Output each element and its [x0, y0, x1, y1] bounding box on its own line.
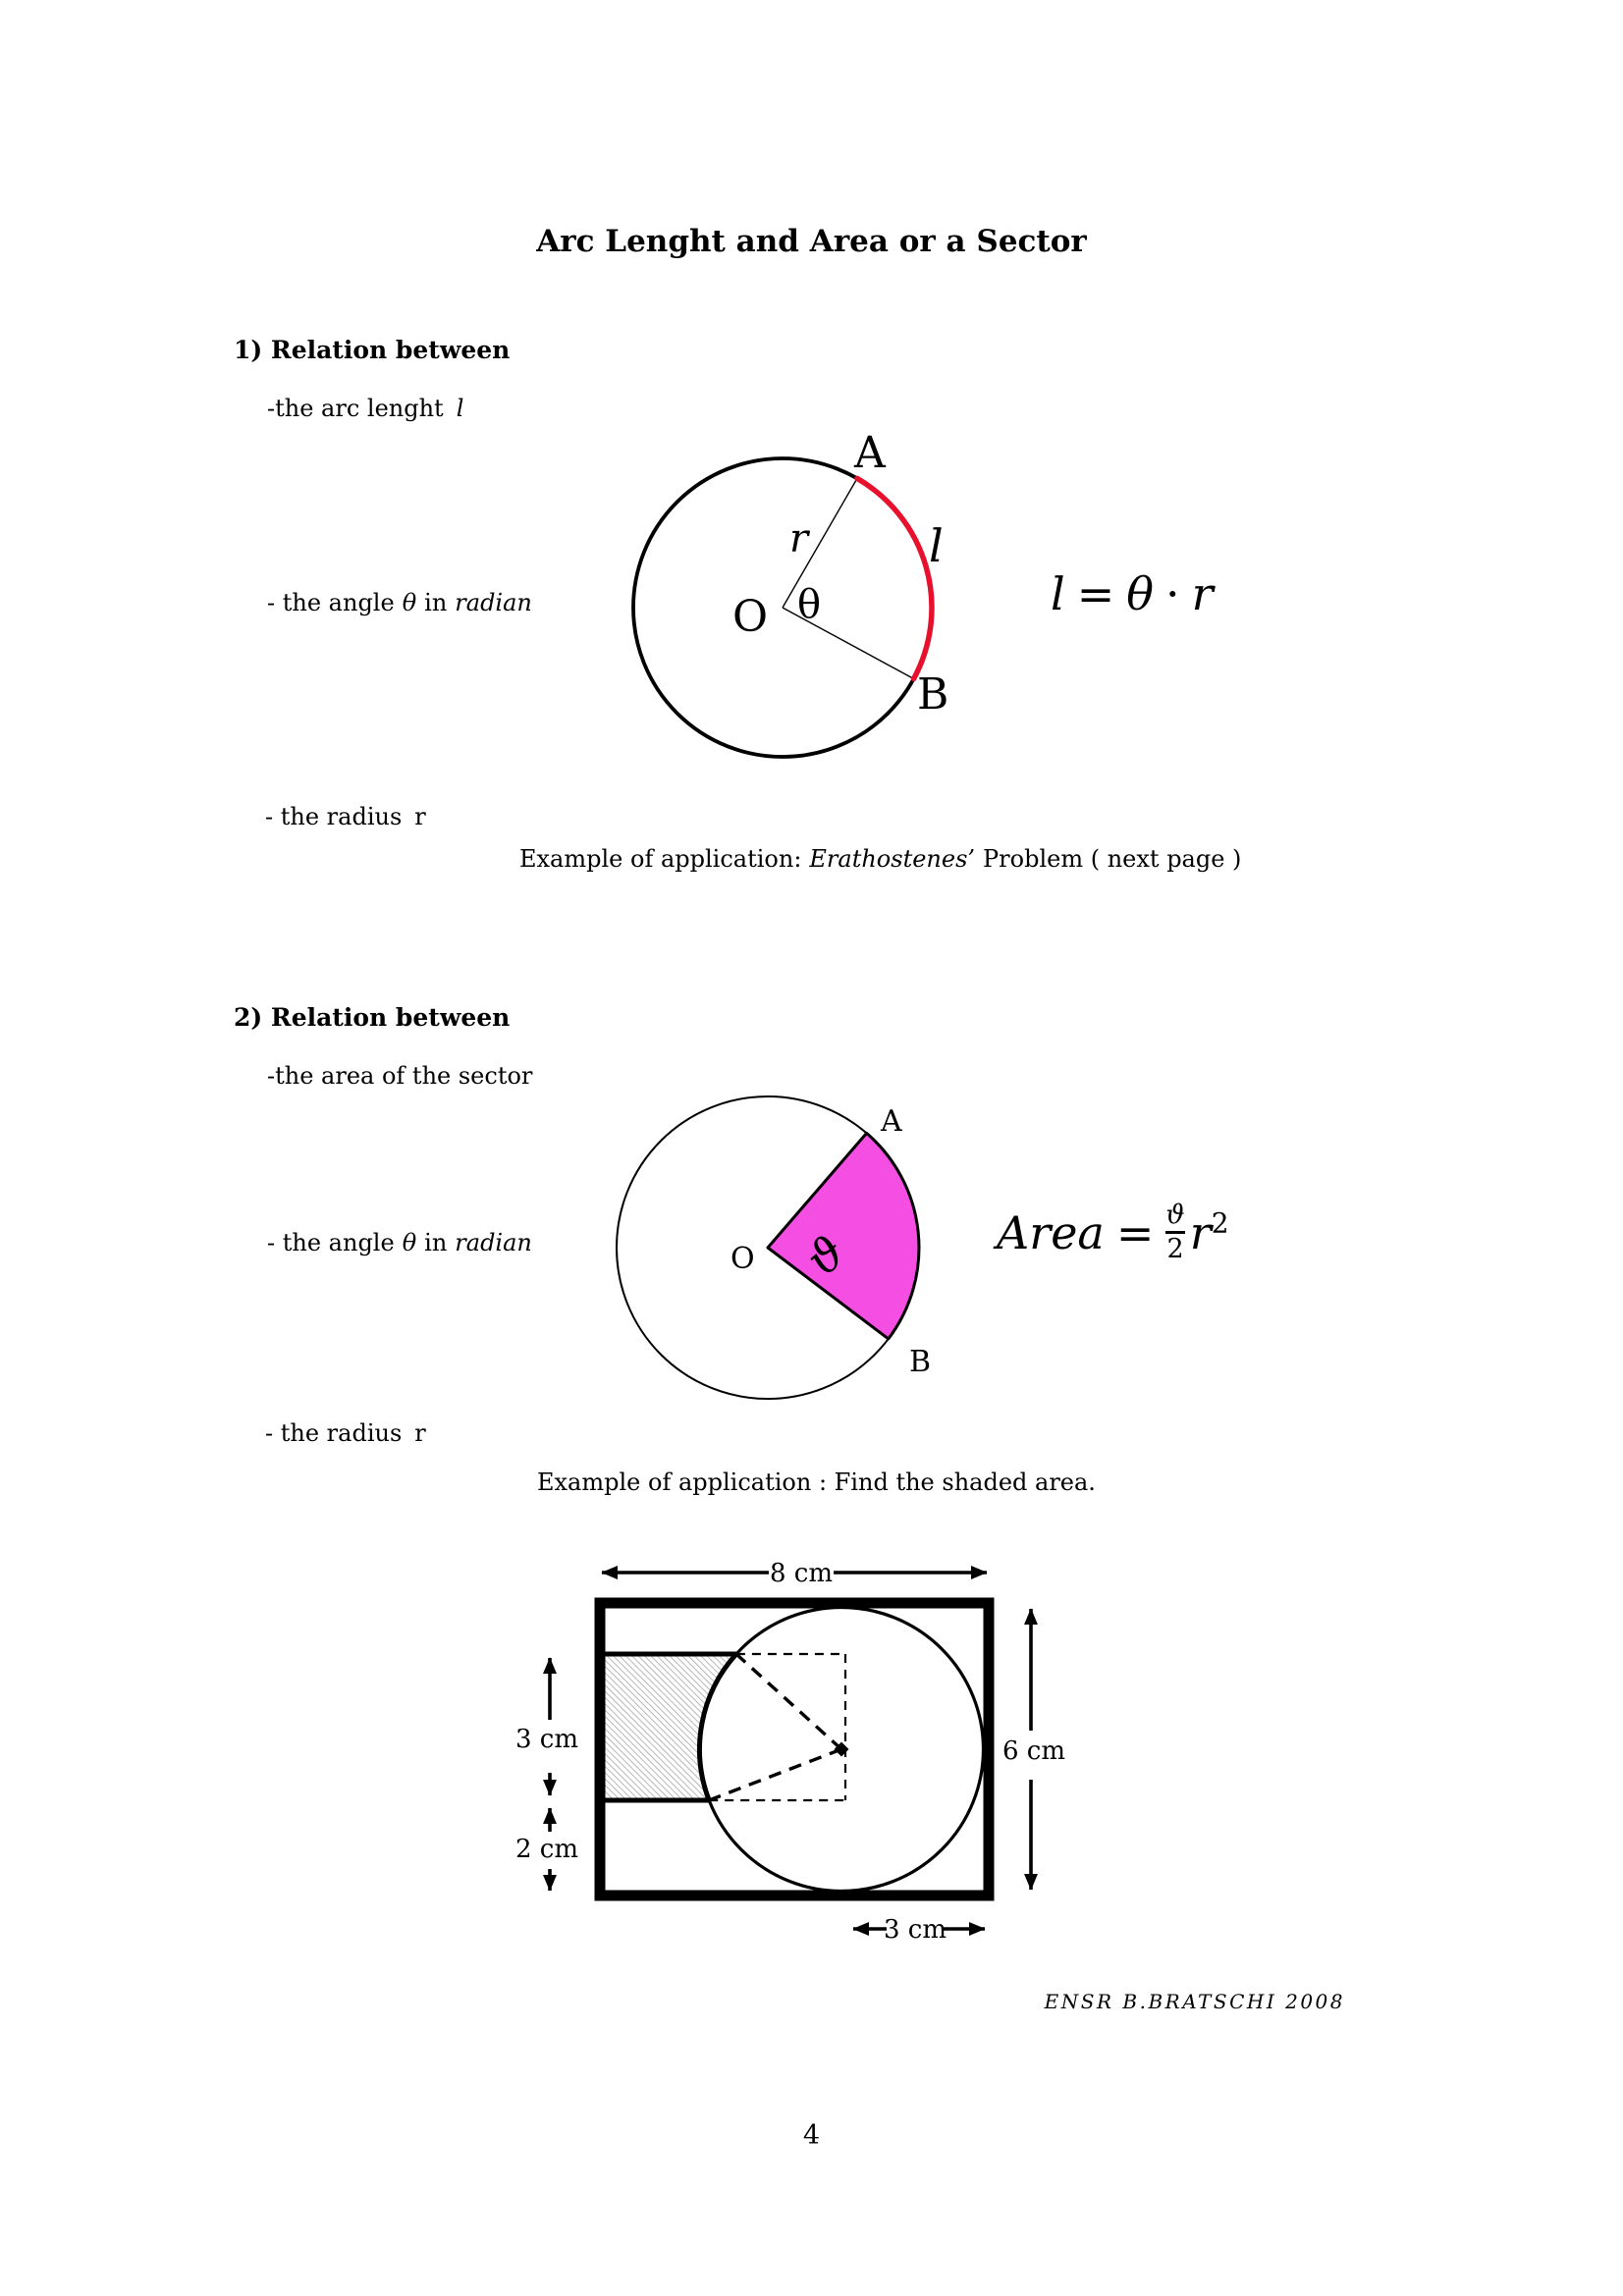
sector-diagram — [594, 1075, 947, 1428]
radius-text-2: - the radius — [265, 1419, 403, 1447]
section1-heading: 1) Relation between — [234, 336, 511, 364]
arc-length-text: -the arc lenght — [267, 395, 444, 422]
formula1-r: r — [1191, 567, 1214, 620]
arc-length-diagram — [584, 407, 1006, 810]
page-title: Arc Lenght and Area or a Sector — [536, 224, 1087, 259]
formula2-fraction — [1165, 1201, 1184, 1263]
shaded-area-figure — [479, 1549, 1073, 1953]
angle-unit-1: radian — [455, 589, 532, 616]
arc-length-formula — [1051, 567, 1214, 620]
formula2-r-squared — [1190, 1206, 1229, 1259]
label-o-1: O — [732, 592, 769, 642]
formula2-numerator: ϑ — [1165, 1200, 1185, 1230]
angle-in-2: in — [424, 1229, 448, 1256]
example-line-1 — [519, 845, 1241, 873]
formula2-r: r — [1189, 1205, 1212, 1259]
formula1-dot: · — [1164, 567, 1180, 620]
formula2-area: Area — [997, 1205, 1105, 1259]
dim-left-lower-label: 2 cm — [514, 1835, 579, 1864]
radius-text-1: - the radius — [265, 803, 403, 830]
section2-heading: 2) Relation between — [234, 1003, 511, 1032]
example1-pre: Example of application: — [519, 845, 802, 873]
dim-right-label: 6 cm — [1001, 1736, 1066, 1766]
angle-text-1: - the angle — [267, 589, 395, 616]
red-arc — [857, 478, 932, 678]
label-r-1: r — [789, 516, 809, 561]
label-b-1: B — [917, 669, 949, 720]
dim-left-upper-label: 3 cm — [514, 1725, 579, 1754]
area-formula — [997, 1201, 1229, 1263]
label-l-1: l — [929, 519, 944, 572]
page-number: 4 — [802, 2120, 821, 2151]
angle-unit-2: radian — [455, 1229, 532, 1256]
example2-text: Example of application : Find the shaded area. — [537, 1468, 1096, 1496]
angle-symbol-1: θ — [402, 589, 417, 616]
dashed-square — [709, 1654, 845, 1800]
angle-item-1 — [267, 589, 532, 616]
sector-area-text: -the area of the sector — [267, 1062, 533, 1090]
angle-item-2 — [267, 1229, 532, 1256]
angle-text-2: - the angle — [267, 1229, 395, 1256]
hatched-region — [606, 1654, 736, 1800]
dashed-radii — [709, 1654, 841, 1800]
dim-top-label: 8 cm — [769, 1559, 834, 1588]
angle-symbol-2: θ — [402, 1229, 417, 1256]
formula1-l: l — [1051, 567, 1065, 620]
label-script-theta: ϑ — [796, 1225, 855, 1287]
label-b-2: B — [909, 1345, 932, 1379]
example1-post: Problem ( next page ) — [983, 845, 1242, 873]
label-theta-1: θ — [797, 582, 822, 627]
formula2-denominator: 2 — [1166, 1233, 1184, 1264]
angle-in-1: in — [424, 589, 448, 616]
footer-credit: ENSR B.BRATSCHI 2008 — [1044, 1990, 1345, 2013]
example-line-2 — [537, 1468, 1096, 1496]
label-a-1: A — [854, 428, 886, 478]
example1-italic: Erathostenes’ — [809, 845, 976, 873]
formula1-eq: = — [1076, 567, 1115, 620]
formula1-theta: θ — [1126, 567, 1154, 620]
dim-bottom-label: 3 cm — [883, 1915, 947, 1945]
formula2-exponent: 2 — [1211, 1206, 1229, 1240]
radius-item-2 — [265, 1419, 426, 1447]
arc-length-symbol: l — [456, 395, 464, 422]
formula2-eq: = — [1115, 1205, 1155, 1259]
label-o-2: O — [730, 1242, 755, 1276]
radius-symbol-2: r — [414, 1419, 426, 1447]
radius-symbol-1: r — [414, 803, 426, 830]
arc-length-item — [267, 395, 463, 422]
radius-item-1 — [265, 803, 426, 830]
label-a-2: A — [881, 1104, 902, 1139]
sector-area-item — [267, 1062, 532, 1090]
